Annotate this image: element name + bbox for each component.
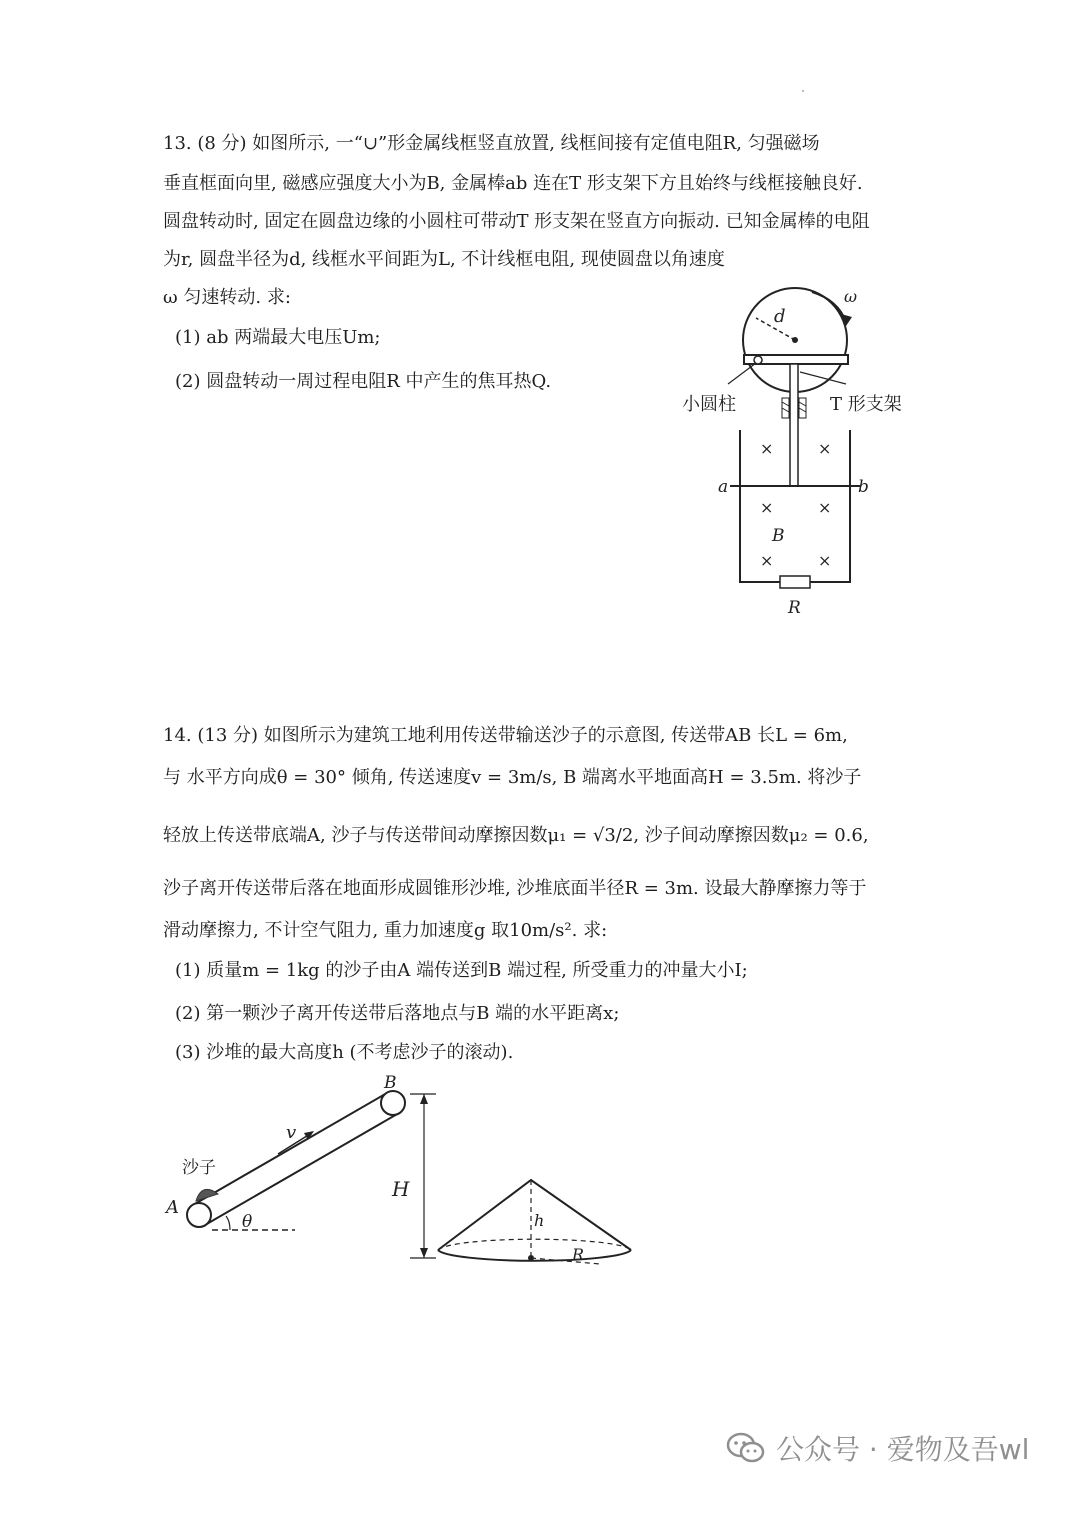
label-A: A: [166, 1197, 179, 1218]
cone-base-back: [438, 1239, 631, 1250]
pointer-t-frame: [800, 372, 846, 384]
label-v: v: [286, 1122, 297, 1143]
watermark-text: 公众号 · 爱物及吾wl: [776, 1433, 1030, 1466]
guide-left: [782, 398, 789, 418]
t-frame-stem: [790, 364, 798, 486]
q13-line-1: 13. (8 分) 如图所示, 一“∪”形金属线框竖直放置, 线框间接有定值电阻R, 匀强磁场: [163, 133, 820, 154]
wechat-icon: [726, 1432, 766, 1464]
label-sand: 沙子: [182, 1158, 216, 1178]
pulley-B: [381, 1091, 405, 1115]
q13-line-4: 为r, 圆盘半径为d, 线框水平间距为L, 不计线框电阻, 现使圆盘以角速度: [163, 249, 725, 270]
q14-figure: [160, 1070, 640, 1285]
label-small-cylinder: 小圆柱: [682, 394, 736, 415]
magnetic-field-cross: ×: [818, 439, 832, 458]
watermark: [726, 1428, 1029, 1468]
magnetic-field-cross: ×: [818, 551, 832, 570]
cone-base-center: [528, 1255, 534, 1261]
h-arrow-bottom: [420, 1248, 428, 1258]
label-R: R: [572, 1245, 585, 1264]
belt-bottom-edge: [205, 1113, 399, 1225]
pointer-small-cylinder: [728, 363, 756, 384]
magnetic-field-cross: ×: [760, 551, 774, 570]
q14-subquestion-1: (1) 质量m = 1kg 的沙子由A 端传送到B 端过程, 所受重力的冲量大小I;: [175, 960, 748, 981]
label-R: R: [788, 598, 801, 618]
label-b: b: [858, 477, 869, 497]
disc-center: [792, 337, 798, 343]
label-d: d: [774, 306, 786, 327]
magnetic-field-cross: ×: [760, 498, 774, 517]
q13-subquestion-2: (2) 圆盘转动一周过程电阻R 中产生的焦耳热Q.: [175, 371, 552, 392]
label-H: H: [392, 1177, 410, 1201]
q13-line-2: 垂直框面向里, 磁感应强度大小为B, 金属棒ab 连在T 形支架下方且始终与线框接触良好.: [163, 173, 863, 194]
magnetic-field-cross: ×: [818, 498, 832, 517]
resistor: [780, 576, 810, 588]
magnetic-field-cross: ×: [760, 439, 774, 458]
label-omega: ω: [844, 287, 858, 306]
q13-figure: [660, 270, 940, 630]
label-t-frame: T 形支架: [830, 394, 902, 415]
q14-line-4: 沙子离开传送带后落在地面形成圆锥形沙堆, 沙堆底面半径R = 3m. 设最大静摩擦力等于: [163, 878, 867, 899]
q13-subquestion-1: (1) ab 两端最大电压Um;: [175, 327, 381, 348]
sand-pile-on-belt: [196, 1189, 218, 1201]
guide-right: [799, 398, 806, 418]
q14-line-3: 轻放上传送带底端A, 沙子与传送带间动摩擦因数μ₁ = √3/2, 沙子间动摩擦因数μ₂ = 0.6,: [163, 825, 869, 846]
label-theta: θ: [242, 1212, 253, 1232]
label-B: B: [384, 1073, 397, 1093]
q14-line-2: 与 水平方向成θ = 30° 倾角, 传送速度v = 3m/s, B 端离水平地面高H = 3.5m. 将沙子: [163, 767, 862, 788]
q14-subquestion-3: (3) 沙堆的最大高度h (不考虑沙子的滚动).: [175, 1042, 514, 1063]
belt-top-edge: [193, 1093, 387, 1205]
angle-arc: [226, 1216, 230, 1230]
scan-speck: [802, 90, 804, 92]
label-B: B: [772, 526, 785, 546]
small-cylinder: [754, 356, 762, 364]
label-h: h: [534, 1211, 545, 1230]
q14-subquestion-2: (2) 第一颗沙子离开传送带后落地点与B 端的水平距离x;: [175, 1003, 620, 1024]
q13-line-5: ω 匀速转动. 求:: [163, 287, 291, 308]
pulley-A: [187, 1203, 211, 1227]
cone-base-front: [438, 1250, 631, 1261]
q13-line-3: 圆盘转动时, 固定在圆盘边缘的小圆柱可带动T 形支架在竖直方向振动. 已知金属棒的电阻: [163, 211, 870, 232]
h-arrow-top: [420, 1094, 428, 1104]
q14-line-5: 滑动摩擦力, 不计空气阻力, 重力加速度g 取10m/s². 求:: [163, 920, 608, 941]
label-a: a: [718, 477, 729, 497]
q14-line-1: 14. (13 分) 如图所示为建筑工地利用传送带输送沙子的示意图, 传送带AB 长L = 6m,: [163, 725, 848, 746]
